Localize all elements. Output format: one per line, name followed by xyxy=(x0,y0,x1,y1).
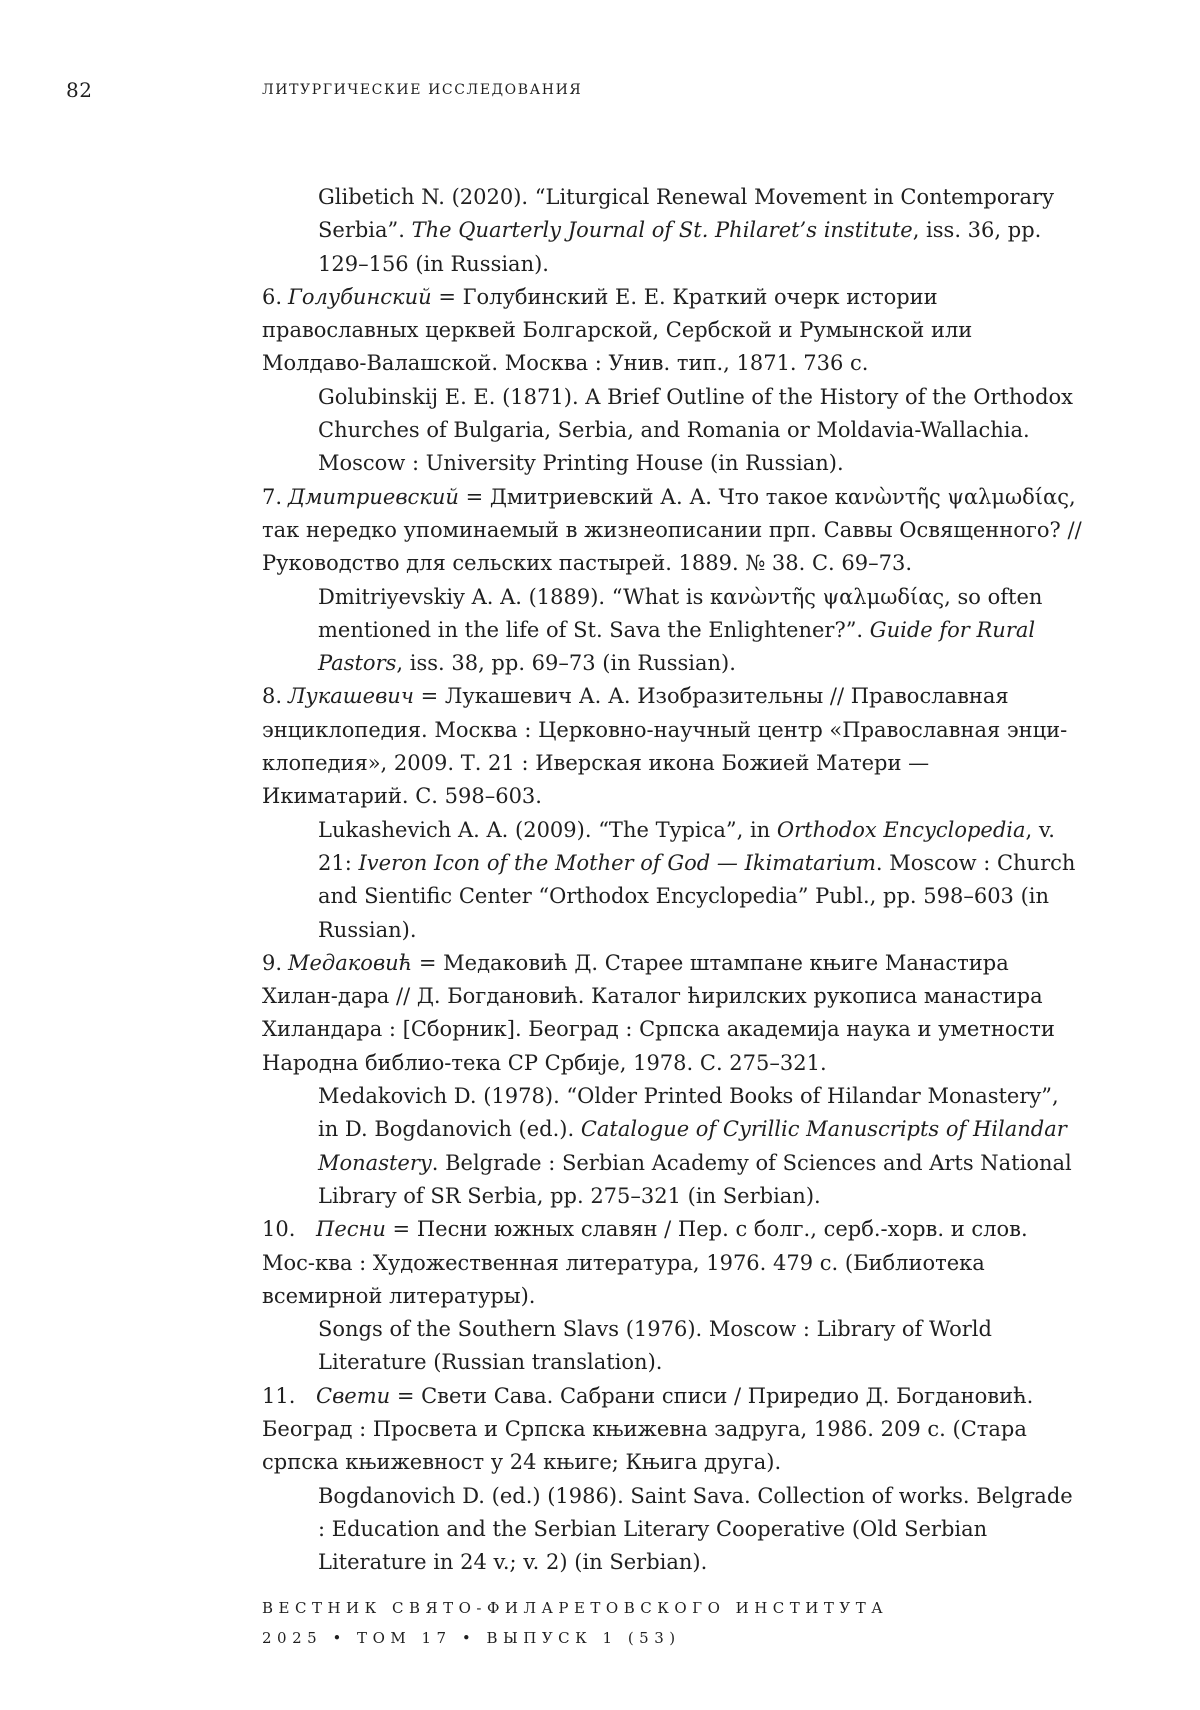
italic-run: The Quarterly Journal of St. Philaret’s institute xyxy=(412,218,913,242)
reference-entry-transliteration xyxy=(262,581,1082,681)
text-run: Dmitriyevskiy A. A. (1889). “What is κανὼντῆς ψαλμωδίας, so often mentioned in the life of St. Sava the Enlightener?”. xyxy=(318,585,1042,642)
text-run: Bogdanovich D. (ed.) (1986). Saint Sava. Collection of works. Belgrade : Education and the Serbian Literary Cooperative (Old Serbian Literature in 24 v.; v. 2) (in Serbian). xyxy=(318,1484,1073,1575)
italic-run: Медаковић xyxy=(288,951,412,975)
text-run: = Песни южных славян / Пер. с болг., серб.-хорв. и слов. Мос-ква : Художественная литература, 1976. 479 с. (Библиотека всемирной литературы). xyxy=(262,1217,1028,1308)
italic-run: Orthodox Encyclopedia xyxy=(777,818,1026,842)
text-run: = Медаковић Д. Старее штампане књиге Манастира Хилан-дара // Д. Богдановић. Каталог ћирилских рукописа манастира Хиландара : [Сборник]. Београд : Српска академија наука и уметности Народна библио-тека СР Србије, 1978. С. 275–321. xyxy=(262,951,1055,1075)
text-run: Lukashevich A. A. (2009). “The Typica”, in xyxy=(318,818,777,842)
italic-run: Песни xyxy=(316,1217,386,1241)
text-run: Medakovich D. (1978). “Older Printed Books of Hilandar Monastery”, in D. Bogdanovich (ed.). xyxy=(318,1084,1059,1141)
running-head: ЛИТУРГИЧЕСКИЕ ИССЛЕДОВАНИЯ xyxy=(262,82,582,98)
text-run: = Лукашевич А. А. Изобразительны // Православная энциклопедия. Москва : Церковно-научный центр «Православная энци-клопедия», 2009. Т. 21 : Иверская икона Божией Матери — Икиматарий. С. 598–603. xyxy=(262,684,1067,808)
reference-entry-transliteration xyxy=(262,181,1082,281)
reference-number: 11. xyxy=(262,1380,316,1413)
text-run: Golubinskij E. E. (1871). A Brief Outline of the History of the Orthodox Churches of Bulgaria, Serbia, and Romania or Moldavia-Wallachia. Moscow : University Printing House (in Russian). xyxy=(318,385,1073,476)
italic-run: Iveron Icon of the Mother of God — Ikimatarium xyxy=(358,851,875,875)
text-run: = Дмитриевский А. А. Что такое κανὼντῆς ψαλμωδίας, так нередко упоминаемый в жизнеописании прп. Саввы Освященного? // Руководство для сельских пастырей. 1889. № 38. С. 69–73. xyxy=(262,485,1082,576)
reference-entry-transliteration xyxy=(262,1313,1082,1380)
reference-entry-original xyxy=(262,281,1082,381)
reference-number: 7. xyxy=(262,481,288,514)
italic-run: Guide for Rural Pastors xyxy=(318,618,1035,675)
text-run: . Moscow : Church and Sientific Center “Orthodox Encyclopedia” Publ., pp. 598–603 (in Russian). xyxy=(318,851,1075,942)
text-run: Glibetich N. (2020). “Liturgical Renewal Movement in Contemporary Serbia”. xyxy=(318,185,1054,242)
text-run: = Свети Сава. Сабрани списи / Приредио Д. Богдановић. Београд : Просвета и Српска књижевна задруга, 1986. 209 с. (Стара српска књижевност у 24 књиге; Књига друга). xyxy=(262,1384,1033,1475)
text-run: = Голубинский Е. Е. Краткий очерк истории православных церквей Болгарской, Сербской и Румынской или Молдаво-Валашской. Москва : Унив. тип., 1871. 736 с. xyxy=(262,285,972,376)
text-run: Songs of the Southern Slavs (1976). Moscow : Library of World Literature (Russian translation). xyxy=(318,1317,992,1374)
text-run: . Belgrade : Serbian Academy of Sciences and Arts National Library of SR Serbia, pp. 275–321 (in Serbian). xyxy=(318,1151,1072,1208)
reference-number: 6. xyxy=(262,281,288,314)
reference-entry-transliteration xyxy=(262,381,1082,481)
italic-run: Голубинский xyxy=(288,285,432,309)
text-run: , iss. 36, pp. 129–156 (in Russian). xyxy=(318,218,1041,275)
text-run: , iss. 38, pp. 69–73 (in Russian). xyxy=(396,651,736,675)
footer-journal-title: ВЕСТНИК СВЯТО-ФИЛАРЕТОВСКОГО ИНСТИТУТА xyxy=(262,1593,888,1623)
reference-entry-original xyxy=(262,1380,1082,1480)
reference-entry-original xyxy=(262,947,1082,1080)
italic-run: Лукашевич xyxy=(288,684,414,708)
reference-number: 9. xyxy=(262,947,288,980)
reference-entry-transliteration xyxy=(262,814,1082,947)
reference-entry-original xyxy=(262,1213,1082,1313)
reference-entry-transliteration xyxy=(262,1080,1082,1213)
page-number: 82 xyxy=(66,78,92,102)
italic-run: Дмитриевский xyxy=(288,485,459,509)
journal-footer xyxy=(262,1593,888,1653)
reference-entry-original xyxy=(262,680,1082,813)
reference-number: 10. xyxy=(262,1213,316,1246)
footer-issue-info: 2025 • ТОМ 17 • ВЫПУСК 1 (53) xyxy=(262,1623,888,1653)
reference-number: 8. xyxy=(262,680,288,713)
reference-entry-original xyxy=(262,481,1082,581)
italic-run: Свети xyxy=(316,1384,390,1408)
reference-entry-transliteration xyxy=(262,1480,1082,1580)
italic-run: Catalogue of Cyrillic Manuscripts of Hilandar Monastery xyxy=(318,1117,1067,1174)
text-run: , v. 21: xyxy=(318,818,1055,875)
reference-list xyxy=(262,181,1082,1579)
